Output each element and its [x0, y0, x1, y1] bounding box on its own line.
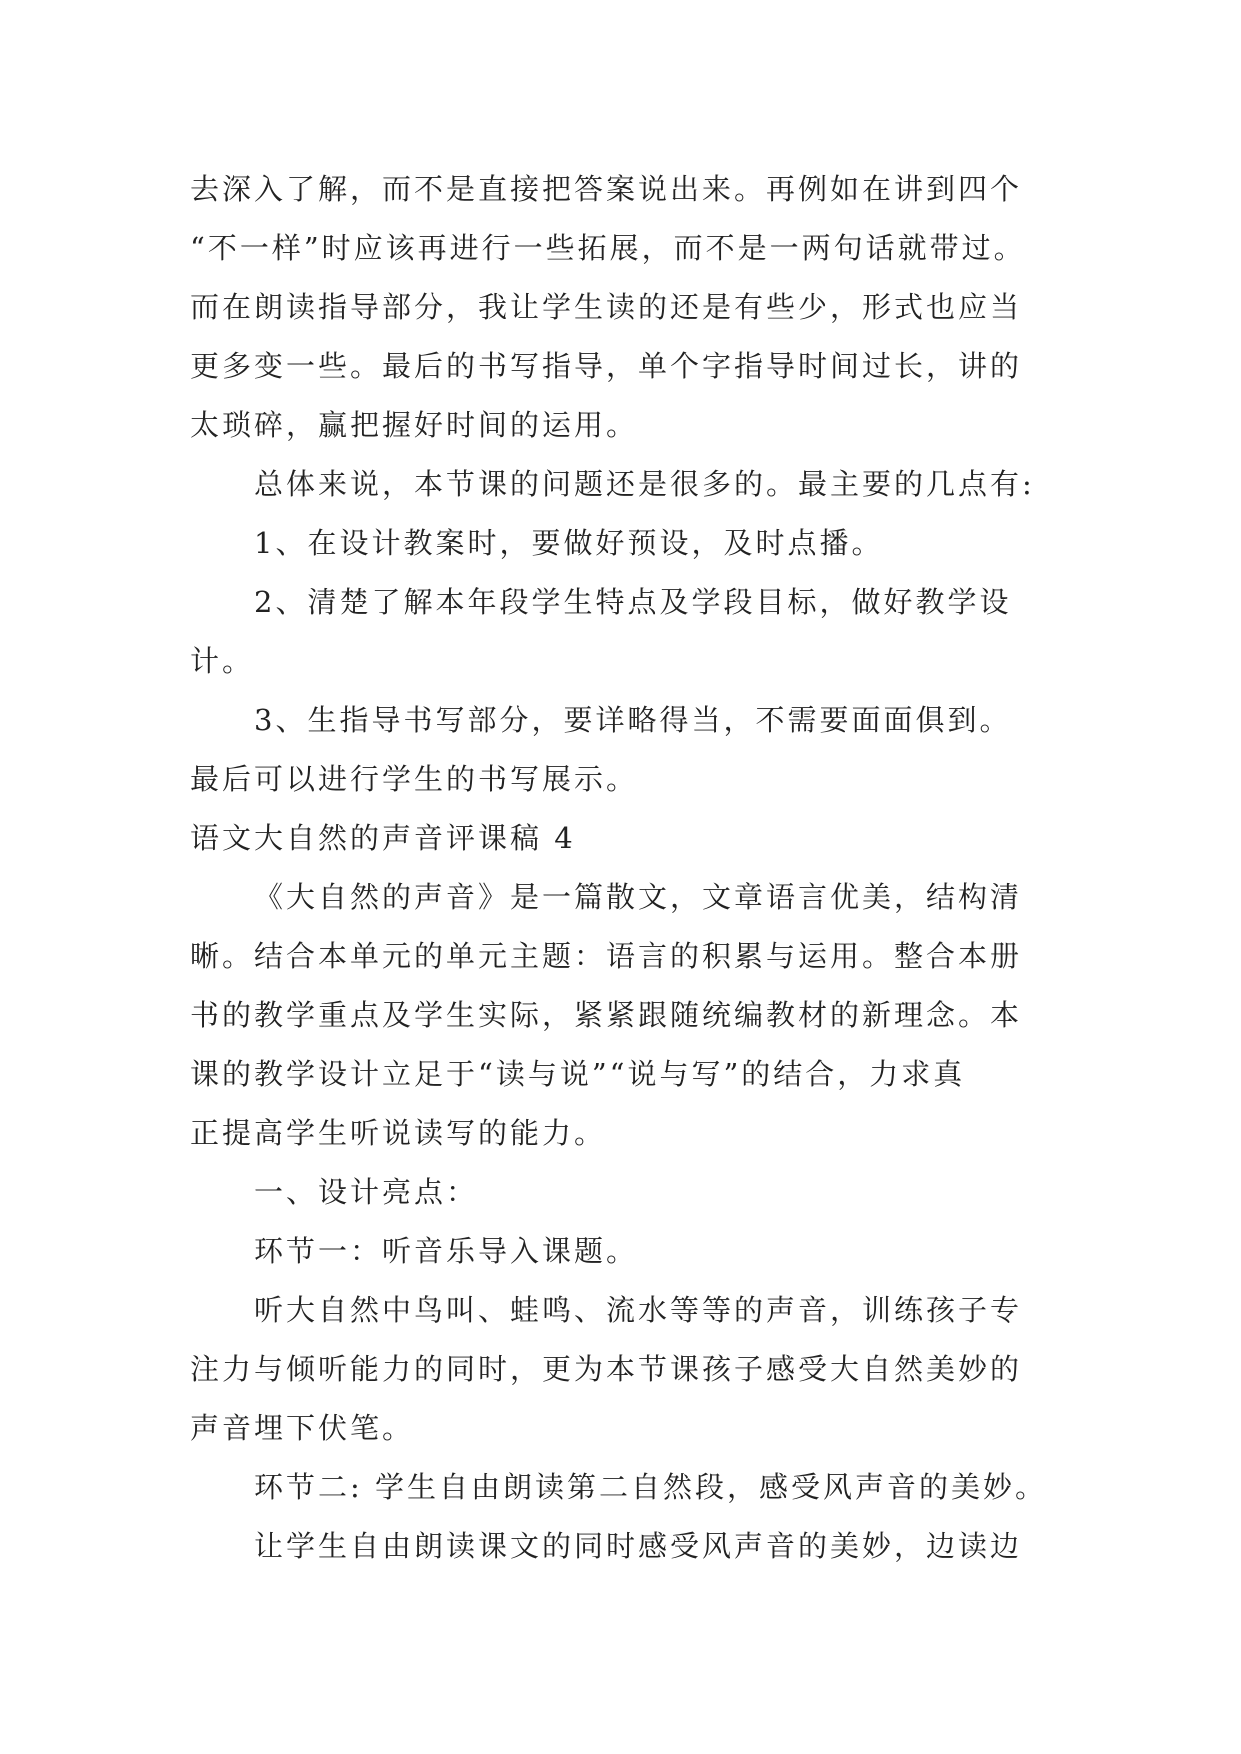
text-line: 太琐碎，赢把握好时间的运用。	[190, 408, 639, 442]
text-line: 更多变一些。最后的书写指导，单个字指导时间过长，讲的	[190, 349, 1023, 383]
paragraph-line: 《大自然的声音》是一篇散文，文章语言优美，结构清	[254, 880, 1023, 914]
subsection-heading: 一、设计亮点：	[254, 1175, 479, 1209]
paragraph-line: 听大自然中鸟叫、蛙鸣、流水等等的声音，训练孩子专	[254, 1293, 1023, 1327]
document-body	[190, 160, 1050, 1576]
text-line: 去深入了解，而不是直接把答案说出来。再例如在讲到四个	[190, 172, 1023, 206]
text-line: 书的教学重点及学生实际，紧紧跟随统编教材的新理念。本	[190, 998, 1023, 1032]
text-line: 计。	[190, 644, 255, 678]
paragraph-line: 环节一：听音乐导入课题。	[254, 1234, 639, 1268]
paragraph-line: 让学生自由朗读课文的同时感受风声音的美妙，边读边	[254, 1529, 1023, 1563]
paragraph-line: 环节二: 学生自由朗读第二自然段，感受风声音的美妙。	[254, 1470, 1047, 1504]
text-line: 晰。结合本单元的单元主题：语言的积累与运用。整合本册	[190, 939, 1023, 973]
text-line: 声音埋下伏笔。	[190, 1411, 415, 1445]
section-title: 语文大自然的声音评课稿 4	[190, 821, 576, 855]
text-line: 课的教学设计立足于“读与说”“说与写”的结合，力求真	[190, 1057, 966, 1091]
text-line: 正提高学生听说读写的能力。	[190, 1116, 607, 1150]
list-item: 1、在设计教案时，要做好预设，及时点播。	[254, 526, 884, 560]
paragraph-line: 总体来说，本节课的问题还是很多的。最主要的几点有:	[254, 467, 1035, 501]
text-line: 而在朗读指导部分，我让学生读的还是有些少，形式也应当	[190, 290, 1023, 324]
text-line: 最后可以进行学生的书写展示。	[190, 762, 639, 796]
text-line: 注力与倾听能力的同时，更为本节课孩子感受大自然美妙的	[190, 1352, 1023, 1386]
list-item: 2、清楚了解本年段学生特点及学段目标，做好教学设	[254, 585, 1012, 619]
text-line: “不一样”时应该再进行一些拓展，而不是一两句话就带过。	[190, 231, 1026, 265]
list-item: 3、生指导书写部分，要详略得当，不需要面面俱到。	[254, 703, 1012, 737]
